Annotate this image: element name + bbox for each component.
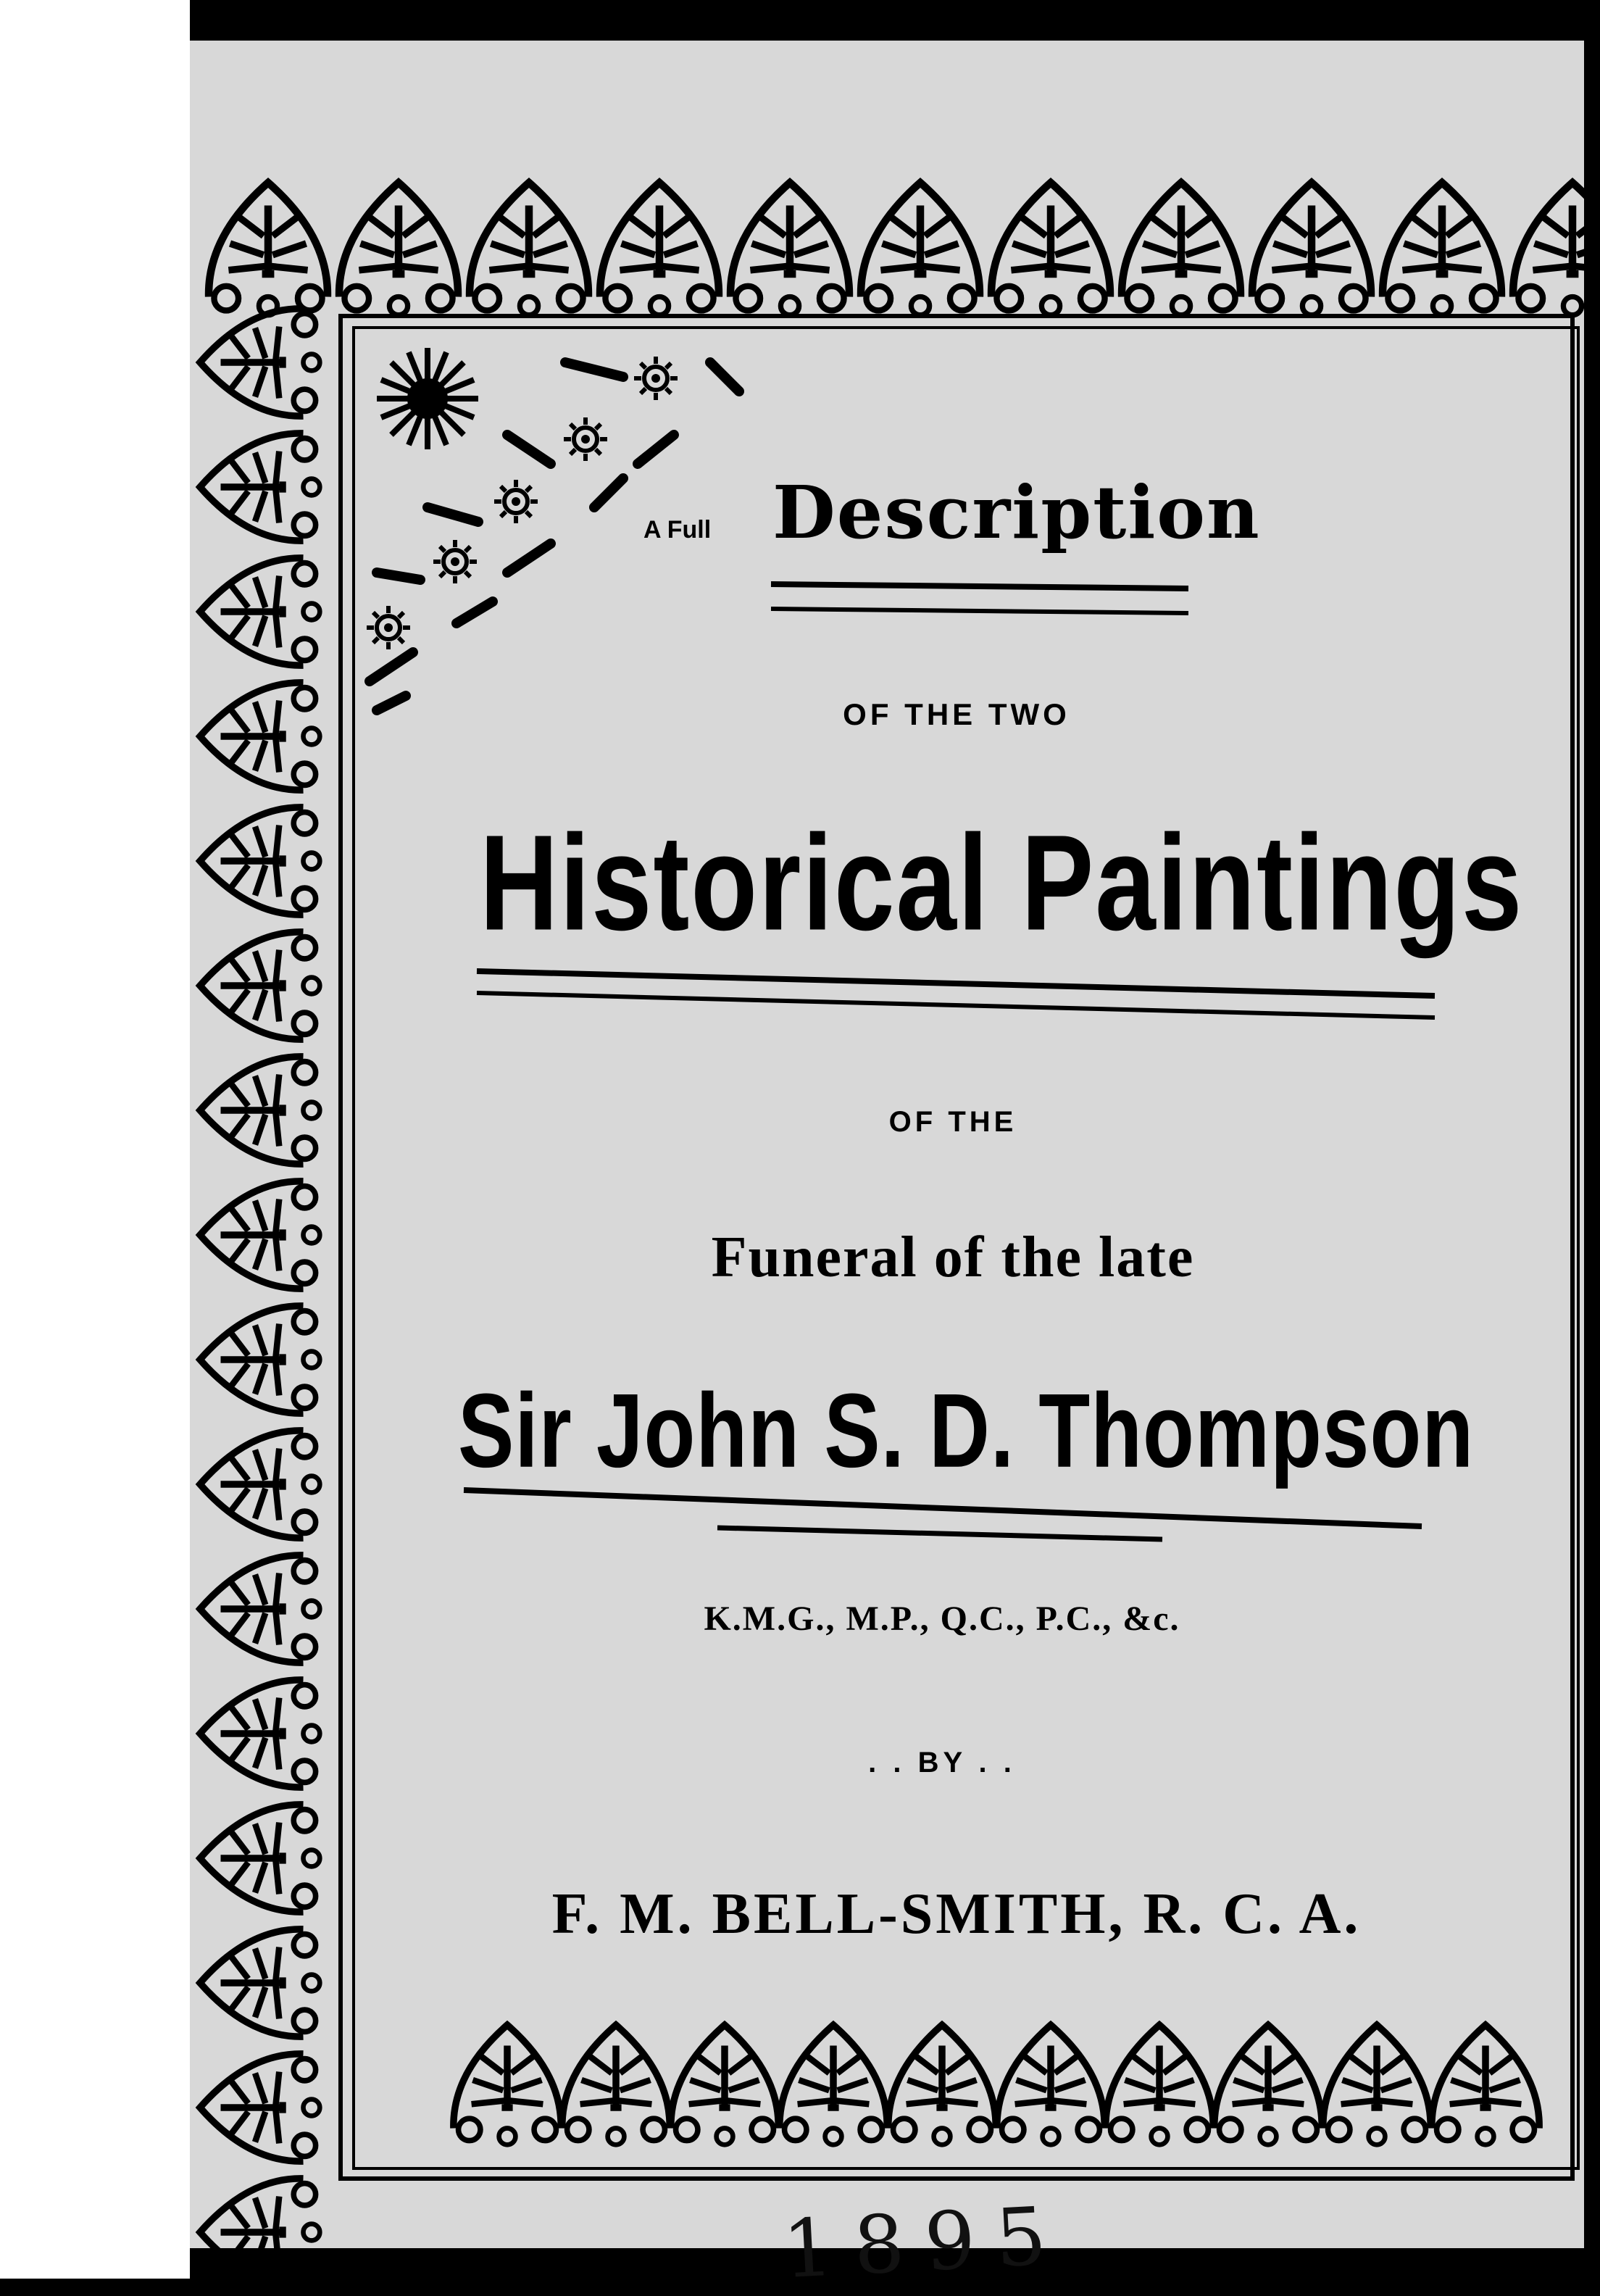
- palmette-ornament: [200, 807, 320, 915]
- palmette-ornament: [200, 1306, 320, 1413]
- palmette-ornament: [200, 1555, 320, 1663]
- bottom-palmette-row: [454, 2025, 1539, 2145]
- palmette-ornament: [454, 2025, 561, 2145]
- palmette-ornament: [200, 2054, 320, 2161]
- intro-description-heading: Description: [772, 470, 1261, 555]
- palmette-ornament: [861, 183, 980, 315]
- palmette-ornament: [200, 683, 320, 790]
- subject-name: Sir John S. D. Thompson: [458, 1371, 1475, 1489]
- by-line: . . BY . .: [868, 1747, 1016, 1779]
- palmette-ornament: [562, 2025, 670, 2145]
- line-funeral: Funeral of the late: [711, 1226, 1195, 1289]
- palmette-ornament: [1106, 2025, 1213, 2145]
- palmette-ornament: [991, 183, 1110, 315]
- handwritten-year: 1895: [780, 2188, 1070, 2296]
- palmette-ornament: [200, 1805, 320, 1912]
- palmette-ornament: [200, 1057, 320, 1164]
- palmette-ornament: [470, 183, 588, 315]
- palmette-ornament: [339, 183, 458, 315]
- left-palmette-column: [200, 309, 320, 2279]
- palmette-ornament: [1432, 2025, 1539, 2145]
- palmette-ornament: [200, 1929, 320, 2037]
- line-of-the-two: OF THE TWO: [843, 697, 1070, 731]
- intro-small-text: A Full: [643, 516, 712, 544]
- palmette-ornament: [200, 1431, 320, 1538]
- palmette-ornament: [200, 433, 320, 541]
- palmette-ornament: [600, 183, 719, 315]
- palmette-ornament: [730, 183, 849, 315]
- palmette-ornament: [200, 1680, 320, 1787]
- palmette-ornament: [1122, 183, 1241, 315]
- palmette-ornament: [888, 2025, 996, 2145]
- palmette-ornament: [780, 2025, 887, 2145]
- palmette-ornament: [671, 2025, 778, 2145]
- palmette-ornament: [997, 2025, 1104, 2145]
- palmette-ornament: [1214, 2025, 1322, 2145]
- palmette-ornament: [1383, 183, 1501, 315]
- palmette-ornament: [200, 558, 320, 665]
- palmette-ornament: [1252, 183, 1371, 315]
- palmette-ornament: [200, 2179, 320, 2279]
- author-name: F. M. BELL-SMITH, R. C. A.: [551, 1882, 1362, 1946]
- page-title: Historical Paintings: [480, 806, 1524, 959]
- palmette-ornament: [200, 1181, 320, 1289]
- palmette-ornament: [1513, 183, 1600, 315]
- palmette-ornament: [200, 309, 320, 416]
- subject-honours: K.M.G., M.P., Q.C., P.C., &c.: [704, 1600, 1180, 1638]
- palmette-ornament: [209, 183, 328, 315]
- line-of-the: OF THE: [888, 1106, 1017, 1138]
- palmette-ornament: [200, 932, 320, 1039]
- top-palmette-row: [209, 183, 1600, 315]
- palmette-ornament: [1323, 2025, 1430, 2145]
